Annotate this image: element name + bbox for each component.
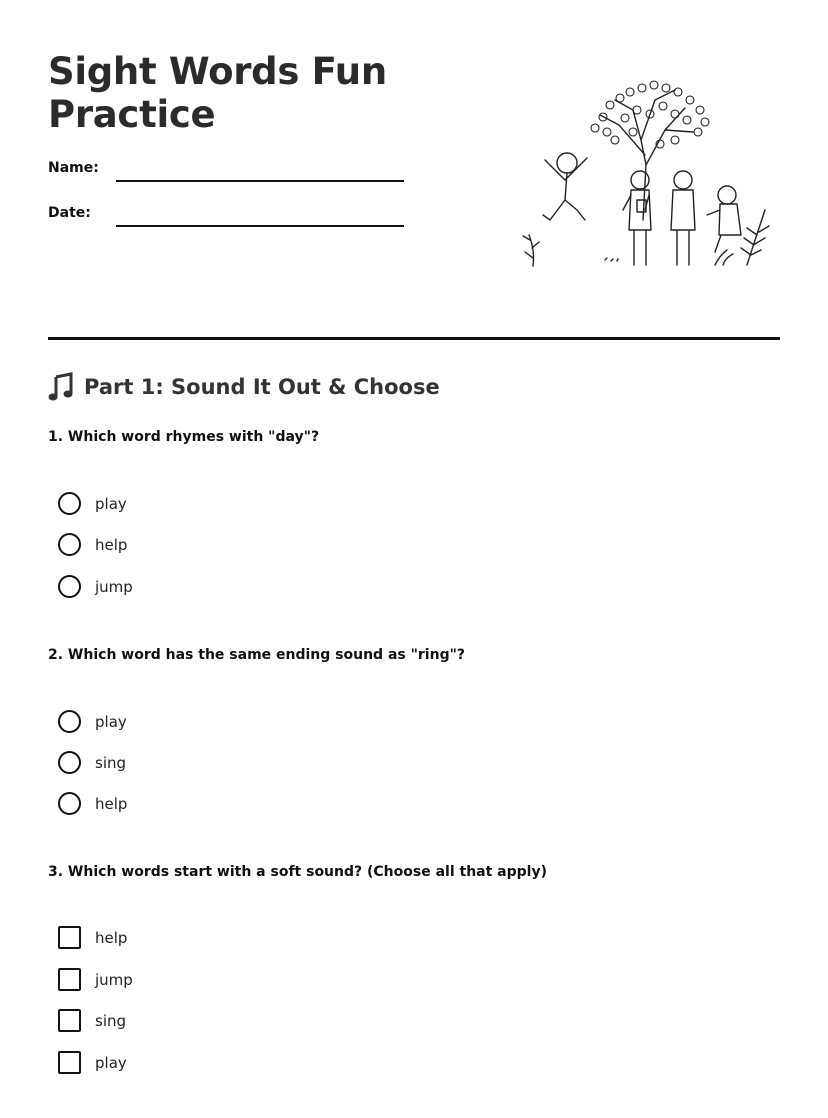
option-label: sing [95,753,127,772]
option-label: help [95,535,128,554]
date-label: Date: [48,205,91,221]
worksheet-title: Sight Words Fun Practice [48,50,387,136]
radio-button[interactable] [58,533,81,556]
radio-button[interactable] [58,575,81,598]
checkbox[interactable] [58,1009,81,1032]
date-field[interactable] [116,225,404,227]
name-field[interactable] [116,180,404,182]
option-label: jump [95,577,133,596]
checkbox[interactable] [58,1051,81,1074]
question-1: 1. Which word rhymes with "day"? [48,429,320,445]
q1-option-jump[interactable] [58,575,133,598]
q3-option-play[interactable] [58,1051,127,1074]
option-label: jump [95,970,133,989]
q3-option-sing[interactable] [58,1009,126,1032]
question-2: 2. Which word has the same ending sound as "ring"? [48,647,465,663]
q1-option-play[interactable] [58,492,127,515]
radio-button[interactable] [58,710,81,733]
q1-option-help[interactable] [58,533,127,556]
q3-option-jump[interactable] [58,968,133,991]
section-heading-text: Part 1: Sound It Out & Choose [84,375,440,399]
radio-button[interactable] [58,792,81,815]
q3-option-help[interactable] [58,926,127,949]
question-3: 3. Which words start with a soft sound? (Choose all that apply) [48,864,547,880]
q2-option-help[interactable] [58,792,127,815]
option-label: play [95,494,127,513]
radio-button[interactable] [58,492,81,515]
option-label: play [95,1053,127,1072]
radio-button[interactable] [58,751,81,774]
q2-option-sing[interactable] [58,751,126,774]
checkbox[interactable] [58,968,81,991]
section-heading [48,372,440,402]
option-label: help [95,794,128,813]
q2-option-play[interactable] [58,710,127,733]
option-label: play [95,712,127,731]
name-label: Name: [48,160,99,176]
music-note-icon [48,372,74,402]
checkbox[interactable] [58,926,81,949]
option-label: sing [95,1011,127,1030]
option-label: help [95,928,128,947]
children-tree-illustration [515,70,775,275]
section-divider [48,337,780,340]
